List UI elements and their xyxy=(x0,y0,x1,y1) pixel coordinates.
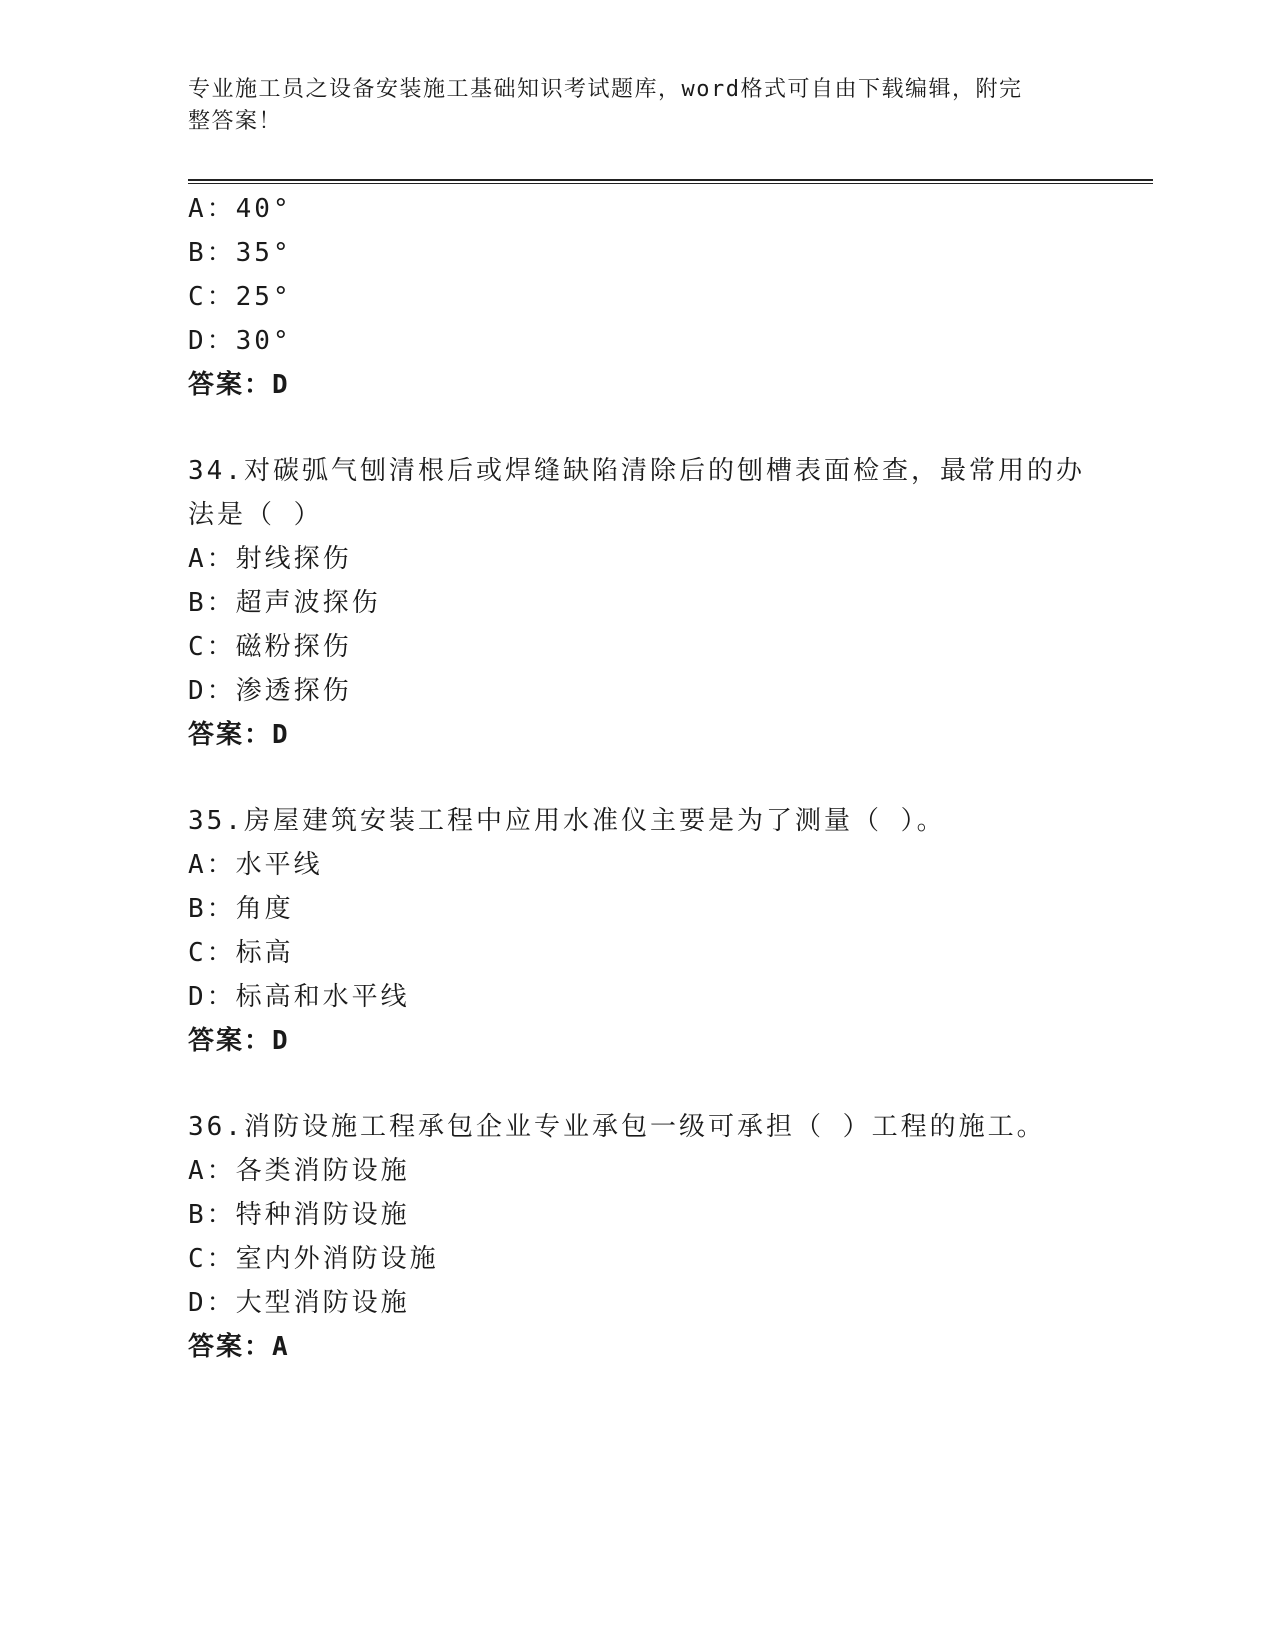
q36-answer: 答案：A xyxy=(188,1332,290,1362)
q33-option-a: A：40° xyxy=(188,194,292,224)
q35-option-c: C：标高 xyxy=(188,938,294,968)
q35-option-a: A：水平线 xyxy=(188,850,323,880)
header-divider xyxy=(188,179,1153,185)
q34-question-line-2: 法是（ ） xyxy=(188,500,323,530)
q33-option-d: D：30° xyxy=(188,326,292,356)
q33-option-b: B：35° xyxy=(188,238,292,268)
q36-option-c: C：室内外消防设施 xyxy=(188,1244,439,1274)
header-line-1: 专业施工员之设备安装施工基础知识考试题库，word格式可自由下载编辑，附完 xyxy=(188,77,1023,102)
q35-option-b: B：角度 xyxy=(188,894,294,924)
q34-option-a: A：射线探伤 xyxy=(188,544,352,574)
q36-option-d: D：大型消防设施 xyxy=(188,1288,410,1318)
q34-option-d: D：渗透探伤 xyxy=(188,676,352,706)
q36-question-line-1: 36.消防设施工程承包企业专业承包一级可承担（ ）工程的施工。 xyxy=(188,1112,1046,1142)
q34-option-c: C：磁粉探伤 xyxy=(188,632,352,662)
q33-option-c: C：25° xyxy=(188,282,292,312)
q34-answer: 答案：D xyxy=(188,720,290,750)
document-header xyxy=(188,74,1088,138)
q34-option-b: B：超声波探伤 xyxy=(188,588,381,618)
q34-question-line-1: 34.对碳弧气刨清根后或焊缝缺陷清除后的刨槽表面检查，最常用的办 xyxy=(188,456,1085,486)
q36-option-b: B：特种消防设施 xyxy=(188,1200,410,1230)
q36-option-a: A：各类消防设施 xyxy=(188,1156,410,1186)
header-line-2: 整答案！ xyxy=(188,109,283,134)
q35-answer: 答案：D xyxy=(188,1026,290,1056)
q33-answer: 答案：D xyxy=(188,370,290,400)
q35-question-line-1: 35.房屋建筑安装工程中应用水准仪主要是为了测量（ ）。 xyxy=(188,806,946,836)
q35-option-d: D：标高和水平线 xyxy=(188,982,410,1012)
